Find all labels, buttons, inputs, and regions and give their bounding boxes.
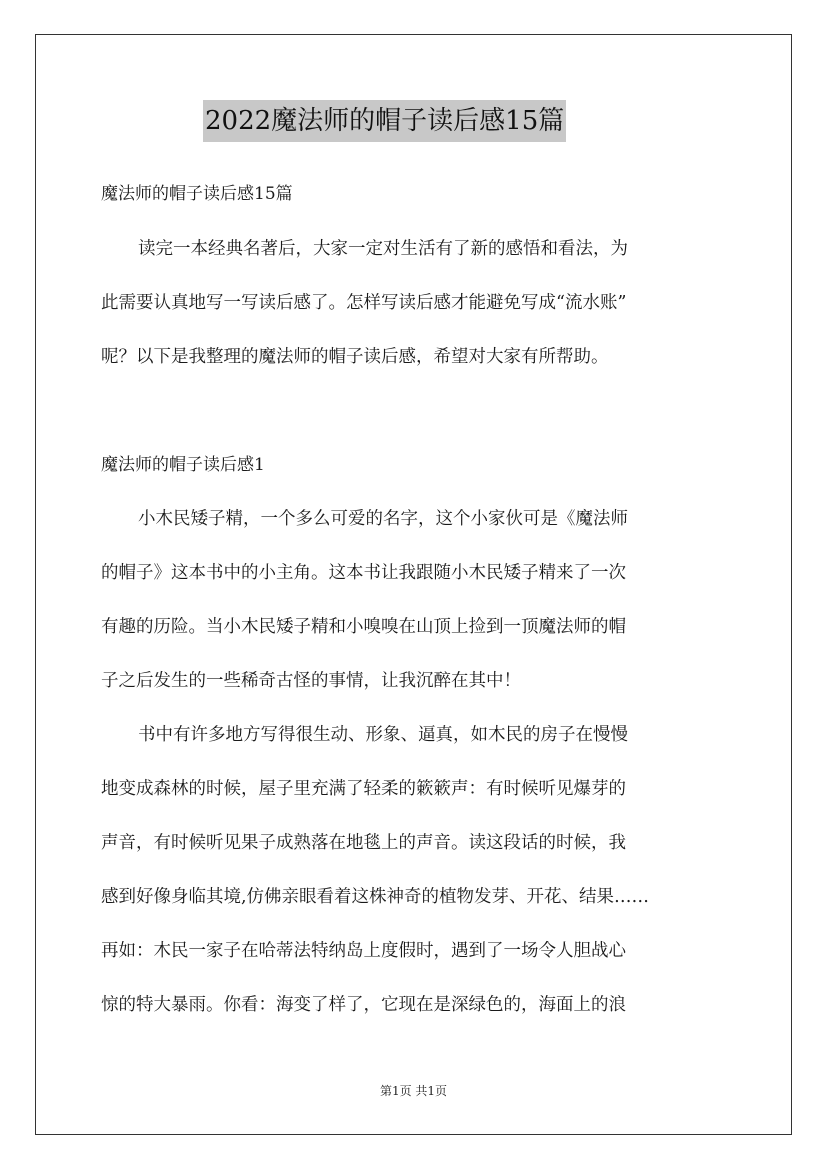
document-title: 2022魔法师的帽子读后感15篇 [203,100,566,142]
intro-line: 呢？以下是我整理的魔法师的帽子读后感，希望对大家有所帮助。 [101,347,609,367]
intro-line: 读完一本经典名著后，大家一定对生活有了新的感悟和看法，为 [138,239,628,259]
paragraph-line: 声音，有时候听见果子成熟落在地毯上的声音。读这段话的时候，我 [101,833,626,853]
paragraph-line: 子之后发生的一些稀奇古怪的事情，让我沉醉在其中！ [101,671,521,691]
paragraph-line: 惊的特大暴雨。你看：海变了样了，它现在是深绿色的，海面上的浪 [101,995,626,1015]
section-heading: 魔法师的帽子读后感1 [101,455,265,475]
paragraph-line: 感到好像身临其境,仿佛亲眼看着这株神奇的植物发芽、开花、结果…… [101,887,650,907]
paragraph-line: 的帽子》这本书中的小主角。这本书让我跟随小木民矮子精来了一次 [101,563,626,583]
page-number-footer: 第1页 共1页 [379,1084,448,1098]
document-subtitle: 魔法师的帽子读后感15篇 [101,184,293,204]
paragraph-line: 书中有许多地方写得很生动、形象、逼真，如木民的房子在慢慢 [138,725,628,745]
paragraph-line: 小木民矮子精，一个多么可爱的名字，这个小家伙可是《魔法师 [138,509,628,529]
paragraph-line: 地变成森林的时候，屋子里充满了轻柔的簌簌声：有时候听见爆芽的 [101,779,626,799]
paragraph-line: 再如：木民一家子在哈蒂法特纳岛上度假时，遇到了一场令人胆战心 [101,941,626,961]
intro-line: 此需要认真地写一写读后感了。怎样写读后感才能避免写成“流水账” [101,293,627,313]
paragraph-line: 有趣的历险。当小木民矮子精和小嗅嗅在山顶上捡到一顶魔法师的帽 [101,617,626,637]
